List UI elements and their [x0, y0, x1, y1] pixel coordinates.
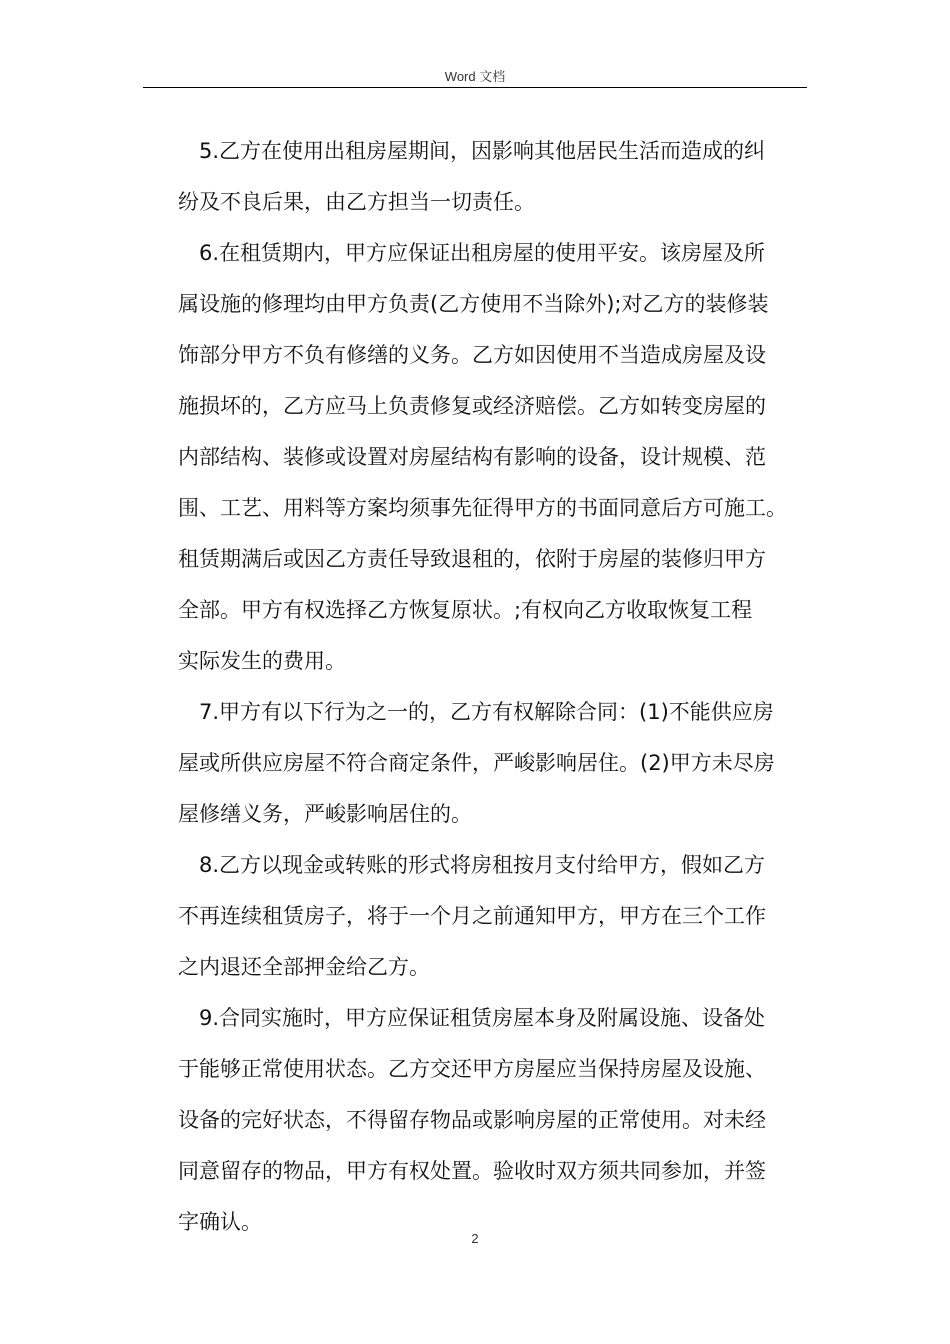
clause-line: 于能够正常使用状态。乙方交还甲方房屋应当保持房屋及设施、 — [178, 1057, 766, 1081]
clause-5 — [178, 126, 818, 228]
clause-line: 5.乙方在使用出租房屋期间，因影响其他居民生活而造成的纠 — [199, 139, 766, 163]
clause-9 — [178, 993, 818, 1248]
clause-line: 全部。甲方有权选择乙方恢复原状。;有权向乙方收取恢复工程 — [178, 598, 753, 622]
clause-line: 内部结构、装修或设置对房屋结构有影响的设备，设计规模、范 — [178, 445, 766, 469]
clause-line: 围、工艺、用料等方案均须事先征得甲方的书面同意后方可施工。 — [178, 496, 787, 520]
clause-line: 字确认。 — [178, 1210, 262, 1234]
clause-line: 施损坏的，乙方应马上负责修复或经济赔偿。乙方如转变房屋的 — [178, 394, 766, 418]
clause-line: 租赁期满后或因乙方责任导致退租的，依附于房屋的装修归甲方 — [178, 547, 766, 571]
clause-line: 7.甲方有以下行为之一的，乙方有权解除合同：(1)不能供应房 — [199, 700, 774, 724]
clause-line: 9.合同实施时，甲方应保证租赁房屋本身及附属设施、设备处 — [199, 1006, 766, 1030]
header-rule — [143, 87, 807, 88]
clause-line: 纷及不良后果，由乙方担当一切责任。 — [178, 190, 535, 214]
clause-line: 属设施的修理均由甲方负责(乙方使用不当除外);对乙方的装修装 — [178, 292, 769, 316]
clause-line: 6.在租赁期内，甲方应保证出租房屋的使用平安。该房屋及所 — [199, 241, 766, 265]
clause-8 — [178, 840, 818, 993]
page-number: 2 — [471, 1231, 479, 1246]
clause-line: 之内退还全部押金给乙方。 — [178, 955, 430, 979]
clause-line: 8.乙方以现金或转账的形式将房租按月支付给甲方，假如乙方 — [199, 853, 766, 877]
page-header: Word 文档 — [444, 69, 506, 84]
clause-line: 设备的完好状态，不得留存物品或影响房屋的正常使用。对未经 — [178, 1108, 766, 1132]
clause-line: 饰部分甲方不负有修缮的义务。乙方如因使用不当造成房屋及设 — [178, 343, 766, 367]
clause-line: 同意留存的物品，甲方有权处置。验收时双方须共同参加，并签 — [178, 1159, 766, 1183]
clause-line: 屋或所供应房屋不符合商定条件，严峻影响居住。(2)甲方未尽房 — [178, 751, 775, 775]
clause-line: 屋修缮义务，严峻影响居住的。 — [178, 802, 472, 826]
document-body — [178, 126, 818, 1248]
clause-6 — [178, 228, 818, 687]
clause-line: 实际发生的费用。 — [178, 649, 346, 673]
clause-line: 不再连续租赁房子，将于一个月之前通知甲方，甲方在三个工作 — [178, 904, 766, 928]
clause-7 — [178, 687, 818, 840]
